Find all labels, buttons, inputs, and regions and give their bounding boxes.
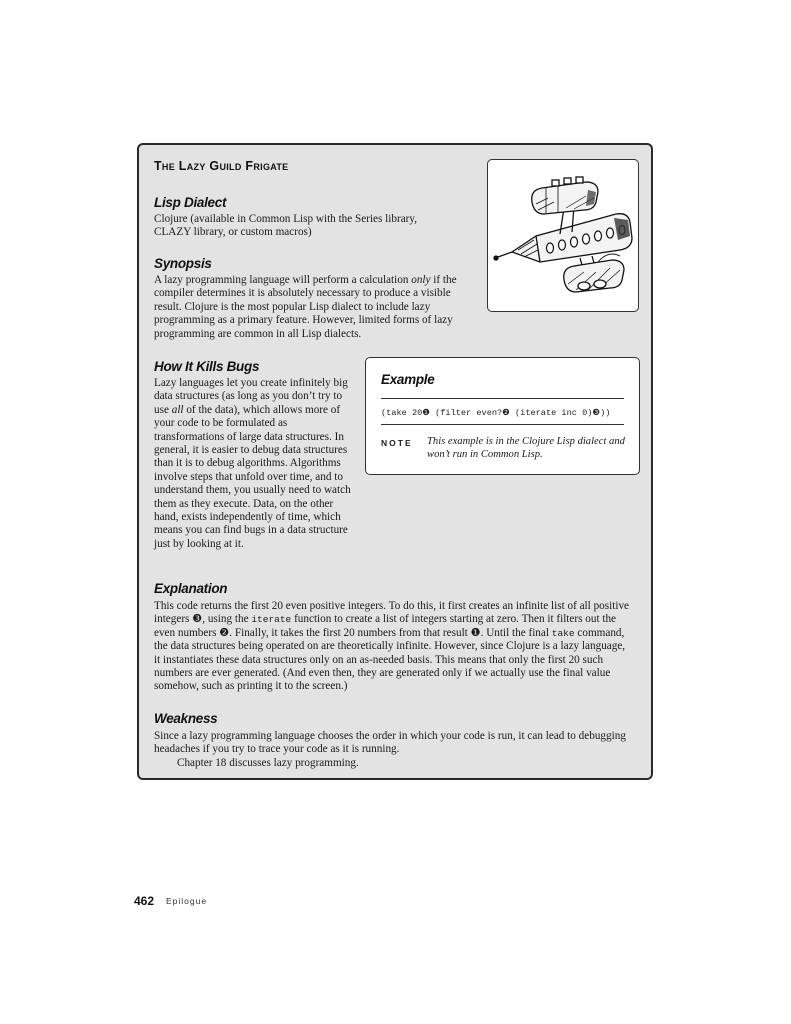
weakness-crossref: Chapter 18 discusses lazy programming. <box>177 757 359 769</box>
example-code: (take 20❶ (filter even?❷ (iterate inc 0)❸)) <box>381 408 611 418</box>
sidebar-title: The Lazy Guild Frigate <box>154 159 289 173</box>
how-it-kills-bugs-heading: How It Kills Bugs <box>154 359 260 374</box>
weakness-heading: Weakness <box>154 711 218 726</box>
synopsis-emphasis: only <box>411 274 431 286</box>
code-take: take <box>551 627 575 639</box>
lisp-dialect-heading: Lisp Dialect <box>154 195 227 210</box>
example-top-rule <box>381 398 624 399</box>
example-bottom-rule <box>381 424 624 425</box>
note-text: This example is in the Clojure Lisp dialect and won’t run in Common Lisp. <box>427 436 625 460</box>
how-it-kills-bugs-text: Lazy languages let you create infinitely big data structures (as long as you don’t try to use all of the data), which allows more of your code to be formulated as transformations of large data structures. In general, it is easier to debug data structures than it is to debug algorithms. Algorithms involve steps that unfold over time, and to understand them, you usually need to watch them as they execute. Data, on the other hand, exists independently of time, which means you can find bugs in a data structure just by looking at it. <box>154 377 351 550</box>
example-heading: Example <box>381 372 435 387</box>
sidebar-box <box>137 143 653 780</box>
code-iterate: iterate <box>251 614 292 626</box>
synopsis-heading: Synopsis <box>154 256 212 271</box>
illustration-frame <box>487 159 639 312</box>
explanation-heading: Explanation <box>154 581 228 596</box>
lisp-dialect-text: Clojure (available in Common Lisp with the Series library, CLAZY library, or custom macros) <box>154 213 418 239</box>
footer-section-label: Epilogue <box>166 896 208 906</box>
weakness-text: Since a lazy programming language chooses the order in which your code is run, it can lead to debugging headaches if you try to trace your code as it is running. <box>154 730 626 756</box>
explanation-text: This code returns the first 20 even positive integers. To do this, it first creates an infinite list of all positive integers ❸, using the iterate function to create a list of integers starting at zero. Then it filters out the even numbers ❷. Finally, it takes the first 20 numbers from that result ❶. Until the final take command, the data structures being operated on are theoretically infinite. However, since Clojure is a lazy language, it instantiates these data structures only on an as-needed basis. This means that only the first 20 such numbers are ever generated. (And even then, they are generated only if we actually use the final value somehow, such as printing it to the screen.) <box>154 600 629 693</box>
page-number: 462 <box>134 894 155 908</box>
note-label: NOTE <box>381 438 413 448</box>
example-box <box>365 357 640 475</box>
synopsis-text: A lazy programming language will perform a calculation only if the compiler determines it is absolutely necessary to produce a visible result. Clojure is the most popular Lisp dialect to include lazy programming as a primary feature. However, limited forms of lazy programming are common in all Lisp dialects. <box>154 274 457 340</box>
lazy-frigate-spaceship-icon <box>488 160 638 310</box>
how-it-kills-bugs-emphasis: all <box>171 403 184 416</box>
